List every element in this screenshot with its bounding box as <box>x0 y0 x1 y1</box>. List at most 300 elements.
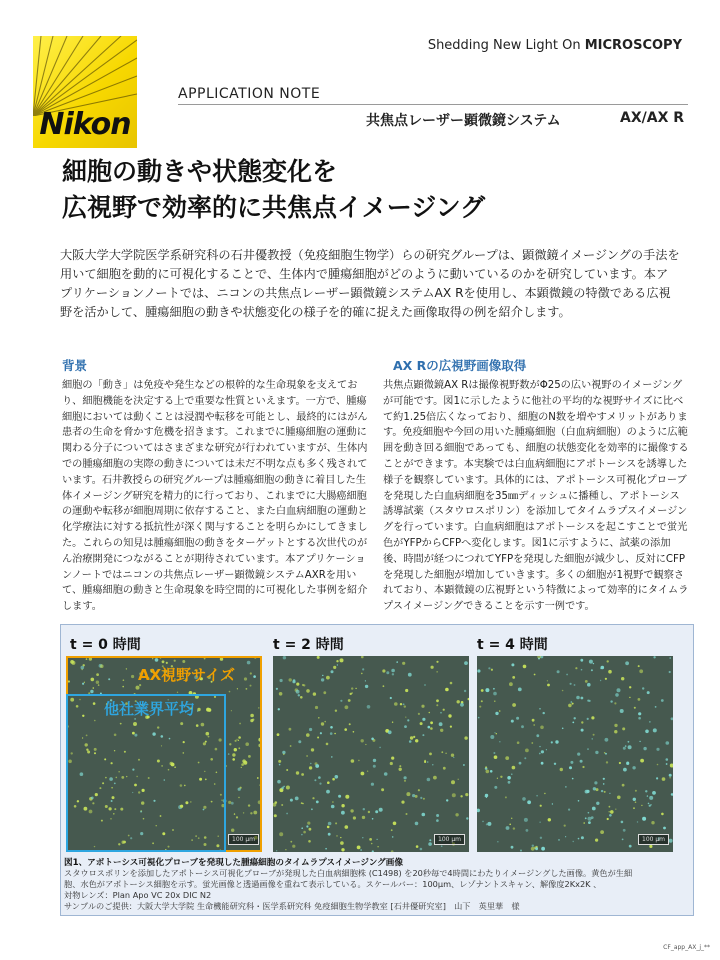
cell-speck <box>279 764 281 766</box>
cell-speck <box>610 700 612 702</box>
cell-speck <box>429 712 431 714</box>
cell-speck <box>306 825 308 827</box>
cell-speck <box>517 741 520 744</box>
cell-speck <box>649 796 653 800</box>
cell-speck <box>415 822 419 826</box>
cell-speck <box>443 709 445 711</box>
cell-speck <box>424 684 426 686</box>
cell-speck <box>544 793 545 794</box>
cell-speck <box>532 719 535 722</box>
cell-speck <box>562 728 564 730</box>
cell-speck <box>416 845 419 848</box>
cell-speck <box>279 692 283 696</box>
cell-speck <box>509 824 511 826</box>
cell-speck <box>629 697 630 698</box>
cell-speck <box>635 790 637 792</box>
cell-speck <box>332 801 334 803</box>
cell-speck <box>323 691 326 694</box>
cell-speck <box>539 822 540 823</box>
cell-speck <box>422 718 425 721</box>
cell-speck <box>331 756 333 758</box>
cell-speck <box>580 659 583 662</box>
cell-speck <box>308 840 311 843</box>
cell-speck <box>623 768 627 772</box>
panel-label-t4: t = 4 時間 <box>477 637 548 653</box>
cell-speck <box>477 809 480 813</box>
cell-speck <box>421 705 424 708</box>
cell-speck <box>361 739 364 742</box>
cell-speck <box>578 838 580 840</box>
cell-speck <box>581 669 583 671</box>
cell-speck <box>402 662 405 665</box>
cell-speck <box>653 728 657 732</box>
cell-speck <box>436 704 438 706</box>
cell-speck <box>589 660 593 664</box>
cell-speck <box>400 703 402 705</box>
cell-speck <box>391 850 394 852</box>
cell-speck <box>396 661 398 663</box>
cell-speck <box>570 683 572 685</box>
cell-speck <box>301 827 303 829</box>
cell-speck <box>423 798 425 800</box>
cell-speck <box>497 778 498 779</box>
cell-speck <box>372 850 374 852</box>
cell-speck <box>358 760 360 762</box>
header-divider <box>178 104 688 105</box>
cell-speck <box>403 703 405 705</box>
cell-speck <box>593 787 596 790</box>
cell-speck <box>318 776 321 779</box>
cell-speck <box>430 727 433 730</box>
cell-speck <box>603 778 605 780</box>
cell-speck <box>508 781 511 784</box>
ax-field-label: AX視野サイズ <box>138 666 235 684</box>
system-title: 共焦点レーザー顕微鏡システム <box>366 113 561 129</box>
cell-speck <box>582 766 584 768</box>
cell-speck <box>539 746 540 747</box>
cell-speck <box>317 656 320 659</box>
cell-speck <box>592 807 596 811</box>
cell-speck <box>422 813 426 817</box>
caption-line: サンプルのご提供：大阪大学大学院 生命機能研究科・医学系研究科 免疫細胞生物学教室 [石井優研究室] 山下 英里華 様 <box>64 901 520 911</box>
page-title <box>62 154 485 226</box>
cell-speck <box>375 810 378 813</box>
cell-speck <box>634 707 636 709</box>
cell-speck <box>571 701 573 703</box>
cell-speck <box>452 793 456 797</box>
cell-speck <box>511 774 512 775</box>
cell-speck <box>585 817 587 819</box>
cell-speck <box>642 817 646 821</box>
cell-speck <box>669 839 673 843</box>
cell-speck <box>327 826 330 829</box>
cell-speck <box>464 661 468 665</box>
cell-speck <box>327 781 330 784</box>
cell-speck <box>562 690 564 692</box>
cell-speck <box>330 732 333 735</box>
cell-speck <box>427 761 429 763</box>
cell-speck <box>581 729 584 732</box>
panel-label-t2: t = 2 時間 <box>273 637 344 653</box>
cell-speck <box>277 780 281 784</box>
cell-speck <box>591 716 594 719</box>
cell-speck <box>487 822 491 826</box>
cell-speck <box>306 689 310 693</box>
cell-speck <box>322 675 323 676</box>
cell-speck <box>405 689 408 692</box>
cell-speck <box>314 779 316 781</box>
cell-speck <box>482 821 484 823</box>
cell-speck <box>588 812 590 814</box>
cell-speck <box>661 699 664 702</box>
cell-speck <box>573 841 574 842</box>
intro-paragraph: 大阪大学大学院医学系研究科の石井優教授（免疫細胞生物学）らの研究グループは、顕微鏡イメージングの手法を用いて細胞を動的に可視化することで、生体内で腫瘍細胞がどのように動いているのかを研究しています。本アプリケーションノートでは、ニコンの共焦点レーザー顕微鏡システムAX Rを使用し、本顕微鏡の特徴である広視野を活かして、腫瘍細胞の動きや状態変化の様子を的確に捉えた画像取得の例を紹介します。 <box>60 248 680 319</box>
tagline-prefix: Shedding New Light On <box>427 38 585 53</box>
cell-speck <box>494 755 498 759</box>
cell-speck <box>392 673 394 675</box>
cell-speck <box>649 721 650 722</box>
cell-speck <box>485 688 489 692</box>
cell-speck <box>486 823 488 825</box>
cell-speck <box>369 838 372 841</box>
cell-speck <box>638 712 641 715</box>
cell-speck <box>666 741 670 745</box>
cell-speck <box>581 721 583 723</box>
caption-line: スタウロスポリンを添加したアポトーシス可視化プローブが発現した白血病細胞株 (C1498) を20秒毎で4時間にわたりイメージングした画像。黄色が生細 <box>64 868 633 878</box>
cell-speck <box>404 725 407 728</box>
cell-speck <box>365 744 366 745</box>
cell-speck <box>345 705 349 709</box>
cell-speck <box>490 735 494 739</box>
cell-speck <box>363 808 365 810</box>
cell-speck <box>463 764 465 766</box>
cell-speck <box>448 714 451 717</box>
cell-speck <box>340 700 342 702</box>
cell-speck <box>524 757 526 759</box>
cell-speck <box>407 719 409 721</box>
cell-speck <box>351 692 353 694</box>
cell-speck <box>311 808 313 810</box>
cell-speck <box>537 656 541 659</box>
cell-speck <box>671 717 673 720</box>
cell-speck <box>348 699 351 702</box>
cell-speck <box>640 759 644 763</box>
cell-speck <box>656 777 658 779</box>
cell-speck <box>554 763 556 765</box>
cell-speck <box>546 749 547 750</box>
cell-speck <box>637 821 638 822</box>
cell-speck <box>639 669 643 673</box>
cell-speck <box>368 811 370 813</box>
cell-speck <box>564 825 566 827</box>
cell-speck <box>520 850 522 852</box>
cell-speck <box>505 756 509 760</box>
cell-speck <box>629 686 631 688</box>
cell-speck <box>372 818 374 820</box>
cell-speck <box>572 722 574 724</box>
cell-speck <box>507 776 511 780</box>
cell-speck <box>531 742 533 744</box>
cell-speck <box>643 747 646 750</box>
cell-speck <box>572 703 574 705</box>
cell-speck <box>558 839 560 841</box>
cell-speck <box>450 682 453 685</box>
cell-speck <box>565 786 566 787</box>
cell-speck <box>289 678 292 681</box>
cell-speck <box>576 696 580 700</box>
cell-speck <box>344 728 347 731</box>
cell-speck <box>457 700 460 703</box>
cell-speck <box>337 664 338 665</box>
cell-speck <box>292 845 295 848</box>
cell-speck <box>596 802 599 805</box>
cell-speck <box>615 809 616 810</box>
cell-speck <box>350 809 353 812</box>
cell-speck <box>302 684 304 686</box>
cell-speck <box>331 670 334 673</box>
cell-speck <box>328 833 331 836</box>
cell-speck <box>371 843 373 845</box>
cell-speck <box>540 726 544 730</box>
section-heading-background: 背景 <box>62 358 88 373</box>
cell-speck <box>527 800 531 804</box>
cell-speck <box>303 831 306 834</box>
cell-speck <box>429 839 431 841</box>
cell-speck <box>464 690 466 692</box>
cell-speck <box>552 803 553 804</box>
scale-bar: 100 µm <box>434 834 465 845</box>
cell-speck <box>594 781 597 784</box>
cell-speck <box>539 708 541 710</box>
cell-speck <box>391 757 394 760</box>
cell-speck <box>328 822 332 826</box>
cell-speck <box>614 730 617 733</box>
cell-speck <box>541 750 544 753</box>
cell-speck <box>453 757 454 758</box>
cell-speck <box>513 827 515 829</box>
competitor-field-label: 他社業界平均 <box>104 700 195 718</box>
cell-speck <box>642 687 644 689</box>
cell-speck <box>446 799 448 801</box>
cell-speck <box>392 722 393 723</box>
cell-speck <box>536 795 538 797</box>
cell-speck <box>635 801 637 803</box>
cell-speck <box>647 795 648 796</box>
cell-speck <box>445 688 449 692</box>
cell-speck <box>649 805 651 807</box>
cell-speck <box>531 847 535 851</box>
cell-speck <box>424 761 426 763</box>
cell-speck <box>317 737 319 739</box>
cell-speck <box>566 674 568 676</box>
cell-speck <box>547 680 548 681</box>
cell-speck <box>326 676 330 680</box>
cell-speck <box>441 845 443 847</box>
cell-speck <box>609 814 612 817</box>
cell-speck <box>511 846 514 849</box>
cell-speck <box>336 660 338 662</box>
cell-speck <box>313 692 316 695</box>
cell-speck <box>519 762 522 765</box>
model-name: AX/AX R <box>620 110 685 126</box>
cell-speck <box>458 779 459 780</box>
cell-speck <box>388 730 392 734</box>
cell-speck <box>367 771 368 772</box>
cell-speck <box>609 811 610 812</box>
cell-speck <box>638 698 641 701</box>
cell-speck <box>436 819 439 822</box>
cell-speck <box>312 797 314 799</box>
cell-speck <box>353 731 355 733</box>
cell-speck <box>485 766 487 768</box>
cell-speck <box>494 786 497 789</box>
cell-speck <box>669 671 671 673</box>
title-line-1: 細胞の動きや状態変化を <box>62 157 338 186</box>
cell-speck <box>296 683 299 686</box>
cell-speck <box>593 663 594 664</box>
cell-speck <box>493 752 495 754</box>
cell-speck <box>319 783 321 785</box>
cell-speck <box>645 730 649 734</box>
section-body-background: 細胞の「動き」は免疫や発生などの根幹的な生命現象を支えており、細胞機能を決定する上で重要な性質といえます。一方で、腫瘍細胞においては動くことは浸潤や転移を可能とし、最終的にはがん患者の生命を脅かす危機を招きます。これまでに腫瘍細胞の運動に関わる分子についてはさまざまな研究が行われていますが、生体内での腫瘍細胞の実際の動きについては未だ不明な点も多く残されています。石井教授らの研究グループは腫瘍細胞の動きに着目した生体イメージング研究を精力的に行っており、これまでに大腸癌細胞の運動や転移が細胞周期に依存すること、また白血病細胞の運動と化学療法に対する抵抗性が深く関与することを明らかにしてきました。これらの知見は腫瘍細胞の動きをターゲットとする次世代のがん治療開発につながることが期待されています。本アプリケーションノートではニコンの共焦点レーザー顕微鏡システムAXRを用いて、腫瘍細胞の動きと生命現象を時空間的に可視化した事例を紹介します。 <box>62 380 368 613</box>
cell-speck <box>420 848 423 851</box>
cell-speck <box>441 751 443 753</box>
cell-speck <box>379 808 383 812</box>
nikon-logo <box>33 36 137 148</box>
panel-label-t0: t = 0 時間 <box>70 637 141 653</box>
cell-speck <box>383 685 385 687</box>
caption-line: 胞、水色がアポトーシス細胞を示す。蛍光画像と透過画像を重ねて表示している。スケールバー：100µm、レゾナントスキャン、解像度2Kx2K 、 <box>64 879 602 889</box>
cell-speck <box>494 701 495 702</box>
cell-speck <box>360 849 362 851</box>
cell-speck <box>580 760 583 763</box>
cell-speck <box>315 706 318 709</box>
cell-speck <box>543 712 545 714</box>
cell-speck <box>669 777 670 778</box>
cell-speck <box>570 761 573 764</box>
cell-speck <box>525 749 529 753</box>
cell-speck <box>574 684 576 686</box>
cell-speck <box>298 694 300 696</box>
cell-speck <box>279 832 283 836</box>
cell-speck <box>669 657 671 659</box>
cell-speck <box>491 669 493 671</box>
cell-speck <box>318 717 320 719</box>
cell-speck <box>669 774 672 777</box>
cell-speck <box>551 741 553 743</box>
cell-speck <box>622 784 625 787</box>
cell-speck <box>600 830 604 834</box>
cell-speck <box>542 849 543 850</box>
cell-speck <box>367 705 371 709</box>
cell-speck <box>662 777 666 781</box>
cell-speck <box>451 754 454 757</box>
cell-speck <box>381 788 384 791</box>
cell-speck <box>622 839 624 841</box>
cell-speck <box>587 748 588 749</box>
cell-speck <box>518 688 522 692</box>
cell-speck <box>307 822 310 825</box>
cell-speck <box>332 778 335 781</box>
cell-speck <box>653 656 655 658</box>
cell-speck <box>278 760 281 763</box>
cell-speck <box>286 813 288 815</box>
cell-speck <box>326 790 330 794</box>
cell-speck <box>440 712 442 714</box>
cell-speck <box>647 691 650 694</box>
caption-line: 対物レンズ：Plan Apo VC 20x DIC N2 <box>64 890 212 900</box>
cell-speck <box>365 680 366 681</box>
cell-speck <box>401 801 404 804</box>
cell-speck <box>393 822 397 826</box>
cell-speck <box>335 822 337 824</box>
cell-speck <box>410 736 413 739</box>
cell-speck <box>333 666 336 669</box>
cell-speck <box>286 786 290 790</box>
logo-text: Nikon <box>39 107 131 142</box>
cell-speck <box>351 687 353 689</box>
cell-speck <box>409 740 412 743</box>
cell-speck <box>610 810 614 814</box>
cell-speck <box>420 797 422 799</box>
cell-speck <box>357 846 361 850</box>
cell-speck <box>540 837 542 839</box>
cell-speck <box>572 778 574 780</box>
cell-speck <box>306 733 310 737</box>
cell-speck <box>656 748 659 751</box>
cell-speck <box>355 688 356 689</box>
cell-speck <box>578 800 580 802</box>
cell-speck <box>605 678 607 680</box>
cell-speck <box>477 669 480 672</box>
cell-speck <box>522 797 526 801</box>
cell-speck <box>648 803 650 805</box>
cell-speck <box>605 738 609 742</box>
cell-speck <box>601 790 603 792</box>
cell-speck <box>524 818 528 822</box>
cell-speck <box>633 807 635 809</box>
cell-speck <box>583 822 585 824</box>
cell-speck <box>384 772 388 776</box>
cell-speck <box>540 805 542 807</box>
cell-speck <box>592 738 593 739</box>
cell-speck <box>651 821 654 824</box>
cell-speck <box>633 798 636 801</box>
cell-speck <box>499 710 501 712</box>
cell-speck <box>373 765 376 768</box>
cell-speck <box>557 670 560 673</box>
cell-speck <box>382 669 385 672</box>
cell-speck <box>345 795 349 799</box>
cell-speck <box>361 673 363 675</box>
cell-speck <box>320 732 322 734</box>
cell-speck <box>415 739 418 742</box>
cell-speck <box>581 836 584 839</box>
cell-speck <box>565 836 566 837</box>
cell-speck <box>405 717 406 718</box>
cell-speck <box>371 738 374 741</box>
cell-speck <box>539 753 541 755</box>
cell-speck <box>309 728 312 731</box>
cell-speck <box>523 665 527 669</box>
cell-speck <box>468 698 470 700</box>
cell-speck <box>309 828 312 831</box>
cell-speck <box>399 768 402 771</box>
cell-speck <box>671 793 673 796</box>
cell-speck <box>340 837 341 838</box>
cell-speck <box>324 721 326 723</box>
cell-speck <box>290 799 293 802</box>
